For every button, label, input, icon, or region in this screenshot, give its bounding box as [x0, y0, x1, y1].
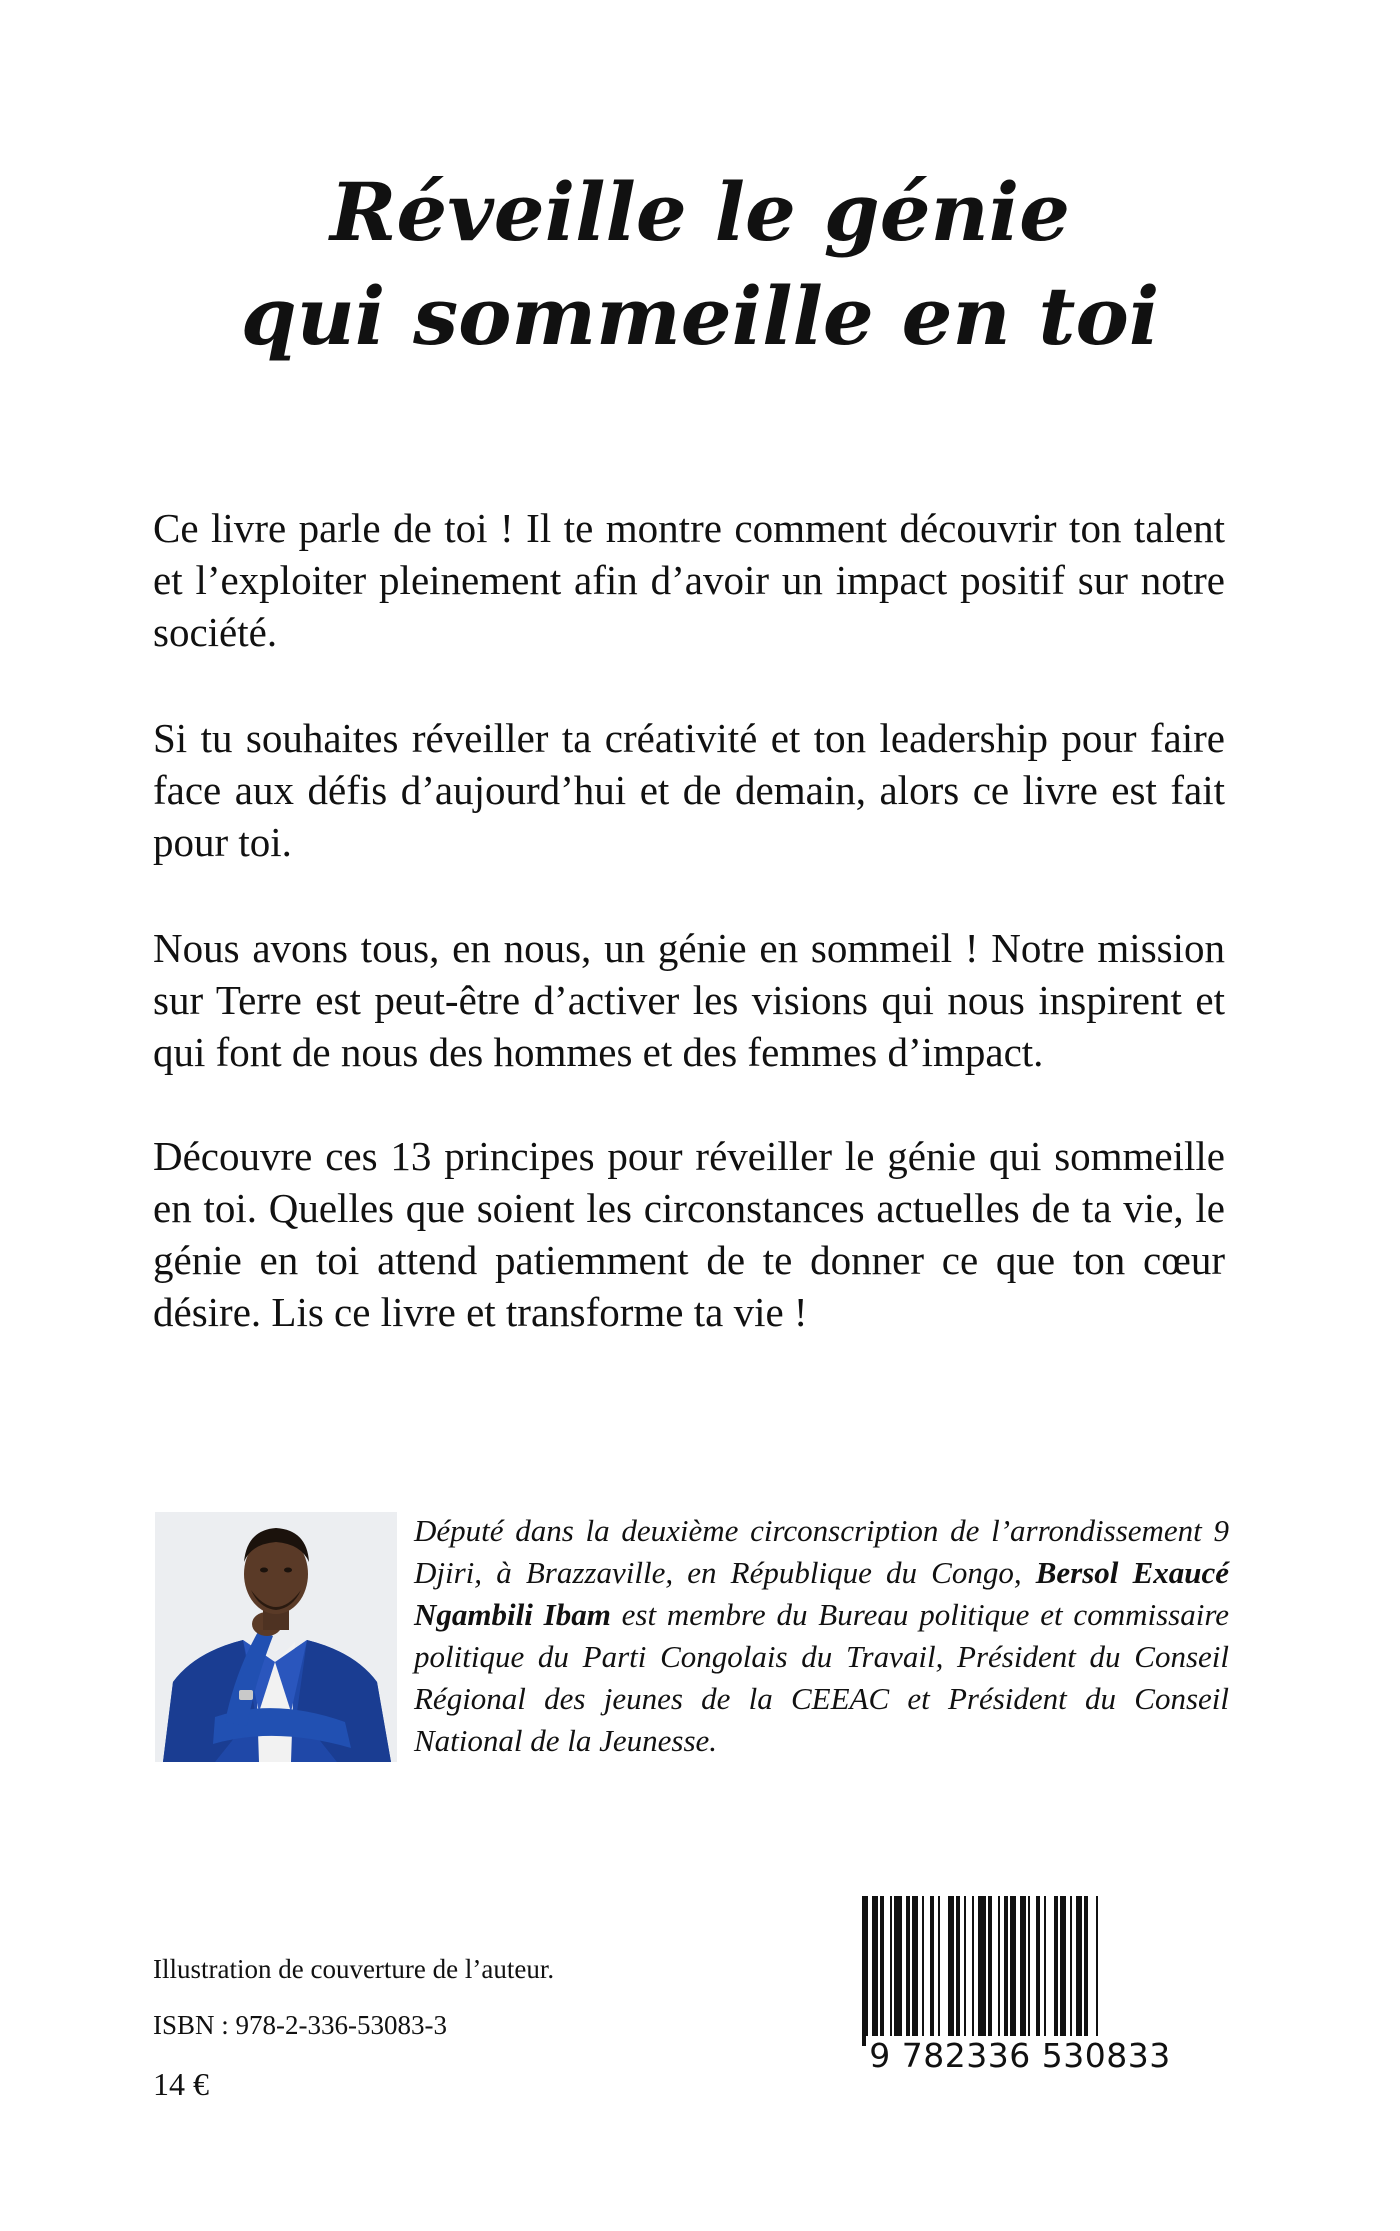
barcode-bar: [1036, 1896, 1040, 2046]
book-title-line-2: qui sommeille en toi: [240, 269, 1160, 363]
barcode-bar: [1004, 1896, 1008, 2046]
barcode-bar: [930, 1896, 934, 2046]
barcode-bar: [964, 1896, 966, 2046]
barcode-bar: [938, 1896, 940, 2046]
barcode-bar: [890, 1896, 892, 2046]
barcode-bar: [998, 1896, 1000, 2046]
author-portrait-illustration: [155, 1512, 397, 1762]
book-title-line-1: Réveille le génie: [329, 165, 1071, 259]
isbn-barcode: [840, 1896, 1200, 2058]
barcode-bar: [988, 1896, 992, 2046]
book-title: [0, 160, 1400, 368]
cover-illustration-credit: Illustration de couverture de l’auteur.: [153, 1954, 555, 1984]
blurb-paragraph-1: Ce livre parle de toi ! Il te montre comment découvrir ton talent et l’exploiter pleinement afin d’avoir un impact positif sur notre société.: [153, 505, 1225, 655]
author-photo: [155, 1512, 397, 1762]
barcode-bar: [922, 1896, 924, 2046]
barcode-digits-text: 9 782336 530833: [866, 2036, 1173, 2075]
barcode-bar: [862, 1896, 868, 2046]
barcode-bar: [906, 1896, 910, 2046]
barcode-bar: [1076, 1896, 1082, 2046]
blurb-paragraph-2: Si tu souhaites réveiller ta créativité et ton leadership pour faire face aux défis d’aujourd’hui et de demain, alors ce livre est fait pour toi.: [153, 715, 1225, 865]
price-label: 14 €: [153, 2066, 209, 2102]
barcode-bar: [1060, 1896, 1066, 2046]
barcode-bar: [880, 1896, 884, 2046]
blurb-paragraph-4: Découvre ces 13 principes pour réveiller le génie qui sommeille en toi. Quelles que soient les circonstances actuelles de ta vie, le génie en toi attend patiemment de te donner ce que ton cœur désire. Lis ce livre et transforme ta vie !: [153, 1133, 1225, 1335]
author-bio-rest: est membre du Bureau politique et commissaire politique du Parti Congolais du Travail, Président du Conseil Régional des jeunes de la CEEAC et Président du Conseil National de la Jeunesse.: [414, 1597, 1229, 1758]
barcode-bar: [1054, 1896, 1058, 2046]
isbn-number: ISBN : 978-2-336-53083-3: [153, 2010, 447, 2040]
author-bio-intro: Député dans la deuxième circonscription de l’arrondissement 9 Djiri, à Brazzaville, en République du Congo,: [414, 1513, 1229, 1590]
barcode-bar: [872, 1896, 878, 2046]
barcode-digits: [840, 2036, 1200, 2076]
blurb-paragraph-3: Nous avons tous, en nous, un génie en sommeil ! Notre mission sur Terre est peut-être d’activer les visions qui nous inspirent et qui font de nous des hommes et des femmes d’impact.: [153, 925, 1225, 1075]
barcode-bar: [1020, 1896, 1026, 2046]
barcode-bar: [894, 1896, 902, 2046]
barcode-bar: [972, 1896, 974, 2046]
barcode-bar: [1096, 1896, 1098, 2046]
author-name: Bersol Exaucé Ngambili Ibam: [414, 1555, 1230, 1632]
barcode-bars: [840, 1896, 1200, 2058]
barcode-bar: [1028, 1896, 1030, 2046]
barcode-bar: [1070, 1896, 1072, 2046]
barcode-bar: [912, 1896, 918, 2046]
barcode-bar: [1010, 1896, 1016, 2046]
barcode-bar: [948, 1896, 954, 2046]
author-bio: [414, 1510, 1229, 1762]
barcode-bar: [978, 1896, 986, 2046]
barcode-bar: [1044, 1896, 1046, 2046]
barcode-bar: [956, 1896, 960, 2046]
barcode-bar: [1084, 1896, 1088, 2046]
